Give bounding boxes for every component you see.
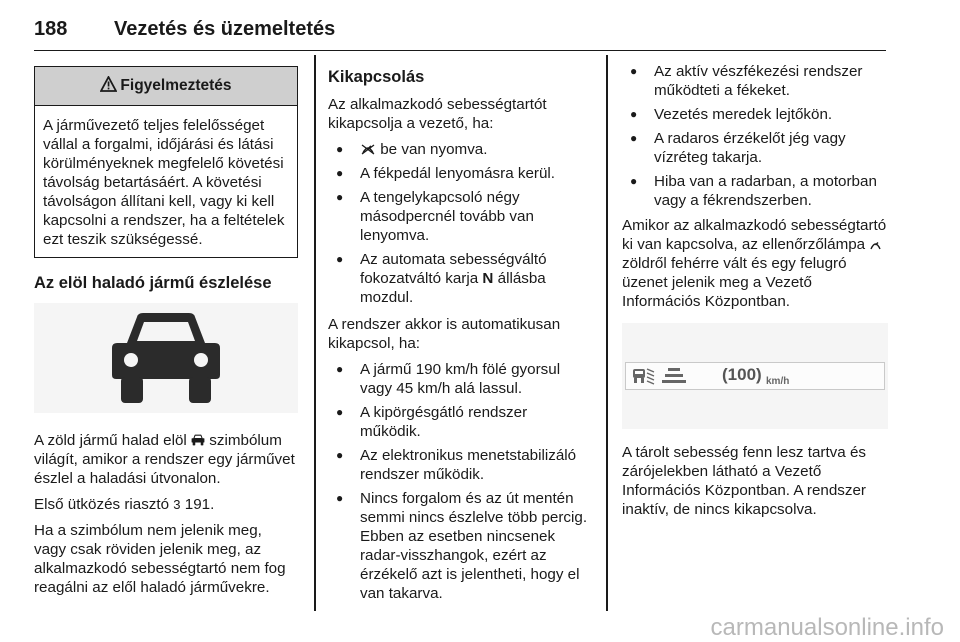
text: zöldről fehérre vált és egy felugró üzenet jelenik meg a Vezető Információs Központban. [622,255,847,310]
list-item [328,250,592,307]
paragraph [622,216,888,311]
car-front-icon [107,313,225,403]
list-item: ● A fékpedál lenyomásra kerül. [328,164,592,183]
page-reference-link[interactable] [173,496,214,513]
text: be van nyomva. [380,141,488,158]
paragraph: A tárolt sebesség fenn lesz tartva és zárójelekben látható a Vezető Információs Központban. A rendszer inaktív, de nincs kikapcsolva. [622,444,866,518]
warning-text: A járművezető teljes felelősséget vállal a forgalmi, időjárási és látási körülményeknek megfelelő követési távolság betartásáért. A követési távolságon állítani kell, vagy ki kell kapcsolni a rendszer, ha a feltételek ezt teszik szükségessé. [43,117,285,248]
column-1 [34,62,298,604]
list-item: ● Az aktív vészfékezési rendszer működteti a fékeket. [622,62,888,100]
bullet-list [328,140,592,307]
reference-page: 191. [184,496,215,513]
paragraph: Ha a szimbólum nem jelenik meg, vagy csak röviden jelenik meg, az alkalmazkodó sebességtartó nem fog reagálni az elől haladó járművekre. [34,522,286,596]
page-header [34,14,886,51]
following-distance-icon [662,367,686,390]
vehicle-ahead-illustration [34,303,298,413]
column-2 [328,62,592,611]
paragraph [34,431,298,488]
reference-arrow-icon: 3 [173,497,181,512]
bullet-list [622,62,888,210]
list-item [328,140,592,159]
warning-box [34,66,298,258]
paragraph: A rendszer akkor is automatikusan kikapcsol, ha: [328,316,561,352]
list-item: ● Nincs forgalom és az út mentén semmi nincs észlelve több percig. Ebben az esetben nincsenek radar-visszhangok, ezért az érzékelő azt is jelentheti, hogy el van takarva. [328,489,592,603]
car-front-icon [191,432,205,449]
list-item: ● Vezetés meredek lejtőkön. [622,105,888,124]
text: szimbólum világít, amikor a rendszer egy járművet észlel a haladási útvonalon. [34,432,295,487]
list-item: ● A jármű 190 km/h fölé gyorsul vagy 45 km/h alá lassul. [328,360,592,398]
paragraph [34,495,298,514]
section-title: Vezetés és üzemeltetés [114,18,336,40]
cruise-cancel-icon [360,141,376,158]
list-item: ● A kipörgésgátló rendszer működik. [328,403,592,441]
warning-title: Figyelmeztetés [120,77,232,94]
paragraph: Az alkalmazkodó sebességtartót kikapcsolja a vezető, ha: [328,96,547,132]
text: állásba mozdul. [360,270,546,306]
cruise-control-lamp-icon [869,236,882,253]
list-item: ● A radaros érzékelőt jég vagy vízréteg takarja. [622,129,888,167]
radar-sensor-icon [632,366,656,391]
warning-header [35,67,297,106]
instrument-display-illustration [622,323,888,429]
gear-position: N [482,270,494,287]
speed-unit: km/h [766,376,790,387]
driver-info-display [625,362,885,390]
text: Amikor az alkalmazkodó sebességtartó ki van kapcsolva, az ellenőrzőlámpa [622,217,887,253]
watermark: carmanualsonline.info [710,614,944,641]
set-speed-value: (100) [722,365,762,384]
section-heading: Az elöl haladó jármű észlelése [34,274,272,292]
list-item: ● Hiba van a radarban, a motorban vagy a fékrendszerben. [622,172,888,210]
text: A zöld jármű halad elöl [34,432,187,449]
section-heading: Kikapcsolás [328,68,425,86]
list-item: ● Az elektronikus menetstabilizáló rendszer működik. [328,446,592,484]
column-3 [622,62,888,526]
column-divider [314,55,316,611]
text: Első ütközés riasztó [34,496,170,513]
warning-triangle-icon [100,69,117,107]
column-divider [606,55,608,611]
bullet-list [328,360,592,603]
page-number: 188 [34,18,68,40]
text: Az automata sebességváltó fokozatváltó karja [360,251,547,287]
list-item: ● A tengelykapcsoló négy másodpercnél tovább van lenyomva. [328,188,592,245]
